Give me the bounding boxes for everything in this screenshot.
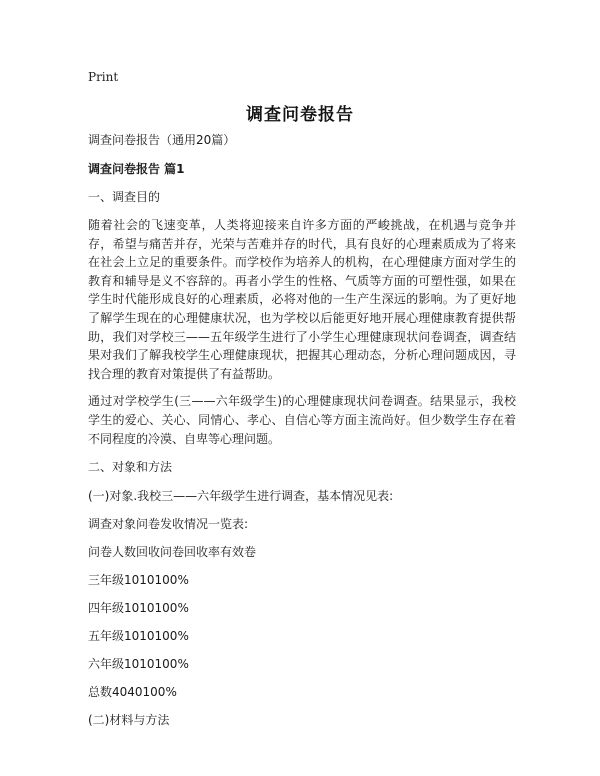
table-header: 问卷人数回收问卷回收率有效卷 [88, 545, 257, 560]
document-body [88, 130, 516, 738]
table-row: 六年级1010100% [88, 657, 189, 672]
paragraph-purpose: 随着社会的飞速变革，人类将迎接来自许多方面的严峻挑战，在机遇与竞争并存，希望与痛苦并存，光荣与苦难并存的时代，具有良好的心理素质成为了将来在社会上立足的重要条件。而学校作为培养人的机构，在心理健康方面对学生的教育和辅导是义不容辞的。再者小学生的性格、气质等方面的可塑性强，如果在学生时代能形成良好的心理素质，必将对他的一生产生深远的影响。为了更好地了解学生现在的心理健康状况，也为学校以后能更好地开展心理健康教育提供帮助，我们对学校三——五年级学生进行了小学生心理健康现状问卷调查，调查结果对我们了解我校学生心理健康现状，把握其心理动态，分析心理问题成因，寻找合理的教育对策提供了有益帮助。 [88, 218, 516, 381]
chapter-heading: 调查问卷报告 篇1 [88, 162, 185, 176]
table-row: 三年级1010100% [88, 573, 189, 588]
section-heading-purpose: 一、调查目的 [88, 190, 161, 204]
document-title: 调查问卷报告 [246, 105, 354, 125]
table-row: 四年级1010100% [88, 601, 189, 616]
table-caption: 调查对象问卷发收情况一览表: [88, 517, 249, 532]
print-label[interactable]: Print [88, 70, 119, 84]
table-row: 总数4040100% [88, 685, 177, 700]
materials-item: (二)材料与方法 [88, 713, 170, 728]
subject-item: (一)对象.我校三——六年级学生进行调查，基本情况见表: [88, 489, 394, 504]
table-row: 五年级1010100% [88, 629, 189, 644]
document-subtitle: 调查问卷报告（通用20篇） [88, 133, 236, 147]
paragraph-findings: 通过对学校学生(三——六年级学生)的心理健康现状问卷调查。结果显示，我校学生的爱心、关心、同情心、孝心、自信心等方面主流尚好。但少数学生存在着不同程度的冷漠、自卑等心理问题。 [88, 394, 516, 446]
section-heading-methods: 二、对象和方法 [88, 460, 173, 475]
